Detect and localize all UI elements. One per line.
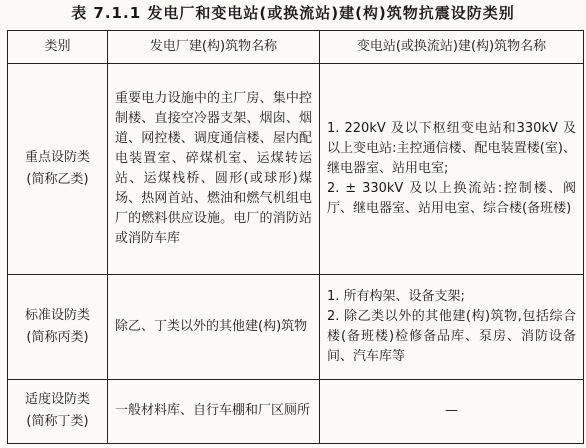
category-cell <box>8 274 108 379</box>
substation-item: 1. 所有构架、设备支架; <box>327 288 465 304</box>
category-cell <box>8 63 108 274</box>
substation-cell <box>320 379 584 443</box>
power-plant-cell: 一般材料库、自行车棚和厂区厕所 <box>108 379 320 443</box>
not-applicable-dash: — <box>445 403 458 419</box>
category-abbrev: (简称丁类) <box>26 414 89 430</box>
category-cell <box>8 379 108 443</box>
header-category: 类别 <box>8 31 108 64</box>
substation-cell <box>320 63 584 274</box>
table-row <box>8 274 584 379</box>
category-name: 标准设防类 <box>24 307 90 323</box>
table-title: 表 7.1.1 发电厂和变电站(或换流站)建(构)筑物抗震设防类别 <box>71 4 515 22</box>
substation-item: 2. 除乙类以外的其他建(构)筑物,包括综合楼(备班楼)检修备品库、泵房、消防设备间、汽车库等 <box>327 308 576 364</box>
category-name: 适度设防类 <box>24 392 90 408</box>
seismic-classification-table <box>7 30 584 444</box>
power-plant-cell: 除乙、丁类以外的其他建(构)筑物 <box>108 274 320 379</box>
substation-item: 2. ± 330kV 及以上换流站:控制楼、阀厅、继电器室、站用电室、综合楼(备班楼) <box>327 180 576 216</box>
category-abbrev: (简称丙类) <box>26 329 89 345</box>
table-row <box>8 63 584 274</box>
table-header-row <box>8 31 584 64</box>
table-row <box>8 379 584 443</box>
power-plant-cell: 重要电力设施中的主厂房、集中控制楼、直接空冷器支架、烟囱、烟道、网控楼、调度通信楼、屋内配电装置室、碎煤机室、运煤转运站、运煤栈桥、圆形(或球形)煤场、热网首站、燃油和燃气机组电厂的燃料供应设施。电厂的消防站或消防车库 <box>108 63 320 274</box>
category-abbrev: (简称乙类) <box>26 171 89 187</box>
header-power-plant: 发电厂建(构)筑物名称 <box>108 31 320 64</box>
substation-item: 1. 220kV 及以下枢纽变电站和330kV 及以上变电站:主控通信楼、配电装置楼(室)、继电器室、站用电室; <box>327 120 576 176</box>
category-name: 重点设防类 <box>24 149 90 165</box>
header-substation: 变电站(或换流站)建(构)筑物名称 <box>320 31 584 64</box>
substation-cell <box>320 274 584 379</box>
